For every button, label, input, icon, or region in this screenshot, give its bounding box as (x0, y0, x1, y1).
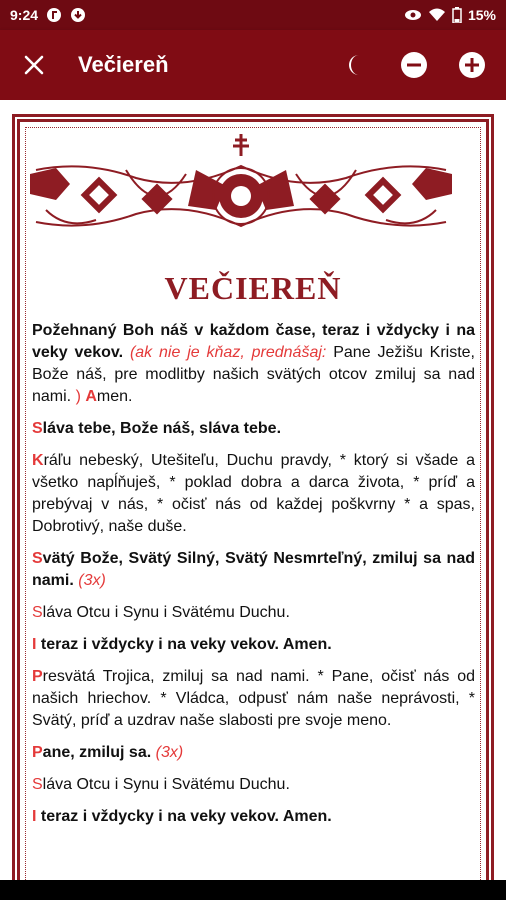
eye-icon (404, 8, 422, 22)
status-bar (0, 0, 506, 30)
paragraph: I teraz i vždycky i na veky vekov. Amen. (32, 636, 332, 653)
close-button[interactable] (12, 43, 56, 87)
status-time: 9:24 (10, 7, 39, 23)
app-bar (0, 30, 506, 100)
paragraph: I teraz i vždycky i na veky vekov. Amen. (32, 808, 332, 825)
ornament-header-icon (26, 130, 456, 240)
document-text (32, 320, 475, 838)
night-mode-button[interactable] (334, 43, 378, 87)
paragraph: Sláva Otcu i Synu i Svätému Duchu. (32, 776, 290, 793)
minus-circle-icon (400, 51, 428, 79)
moon-icon (344, 53, 368, 77)
paragraph: Požehnaný Boh náš v každom čase, teraz i vždycky i na veky vekov. (ak nie je kňaz, prednášaj: Pane Ježišu Kriste, Bože náš, pre modlitby našich svätých otcov zmiluj sa nad nami. ) Amen. (32, 322, 475, 405)
paragraph: Pane, zmiluj sa. (3x) (32, 744, 184, 761)
navigation-bar (0, 880, 506, 900)
paragraph: Presvätá Trojica, zmiluj sa nad nami. * Pane, očisť nás od našich hriechov. * Vládca, odpusť nám naše neprávosti, * Svätý, príď a uzdrav naše slabosti pre svoje meno. (32, 668, 475, 729)
battery-icon (452, 7, 462, 23)
download-icon (70, 7, 86, 23)
document-title: VEČIEREŇ (164, 270, 342, 306)
app-notification-icon (46, 7, 62, 23)
document-view[interactable] (0, 100, 506, 880)
paragraph: Kráľu nebeský, Utešiteľu, Duchu pravdy, * ktorý si všade a všetko napĺňuješ, * poklad dobra a darca života, * príď a prebývaj v nás, * očisť nás od každej poškvrny * a spas, Dobrotivý, naše duše. (32, 452, 475, 535)
paragraph: Sláva tebe, Bože náš, sláva tebe. (32, 420, 282, 437)
zoom-in-button[interactable] (450, 43, 494, 87)
plus-circle-icon (458, 51, 486, 79)
paragraph: Sláva Otcu i Synu i Svätému Duchu. (32, 604, 290, 621)
close-icon (23, 54, 45, 76)
zoom-out-button[interactable] (392, 43, 436, 87)
paragraph: Svätý Bože, Svätý Silný, Svätý Nesmrteľný, zmiluj sa nad nami. (3x) (32, 550, 475, 589)
battery-level: 15% (467, 7, 496, 23)
page-title: Večiereň (78, 52, 169, 77)
wifi-icon (428, 8, 446, 22)
